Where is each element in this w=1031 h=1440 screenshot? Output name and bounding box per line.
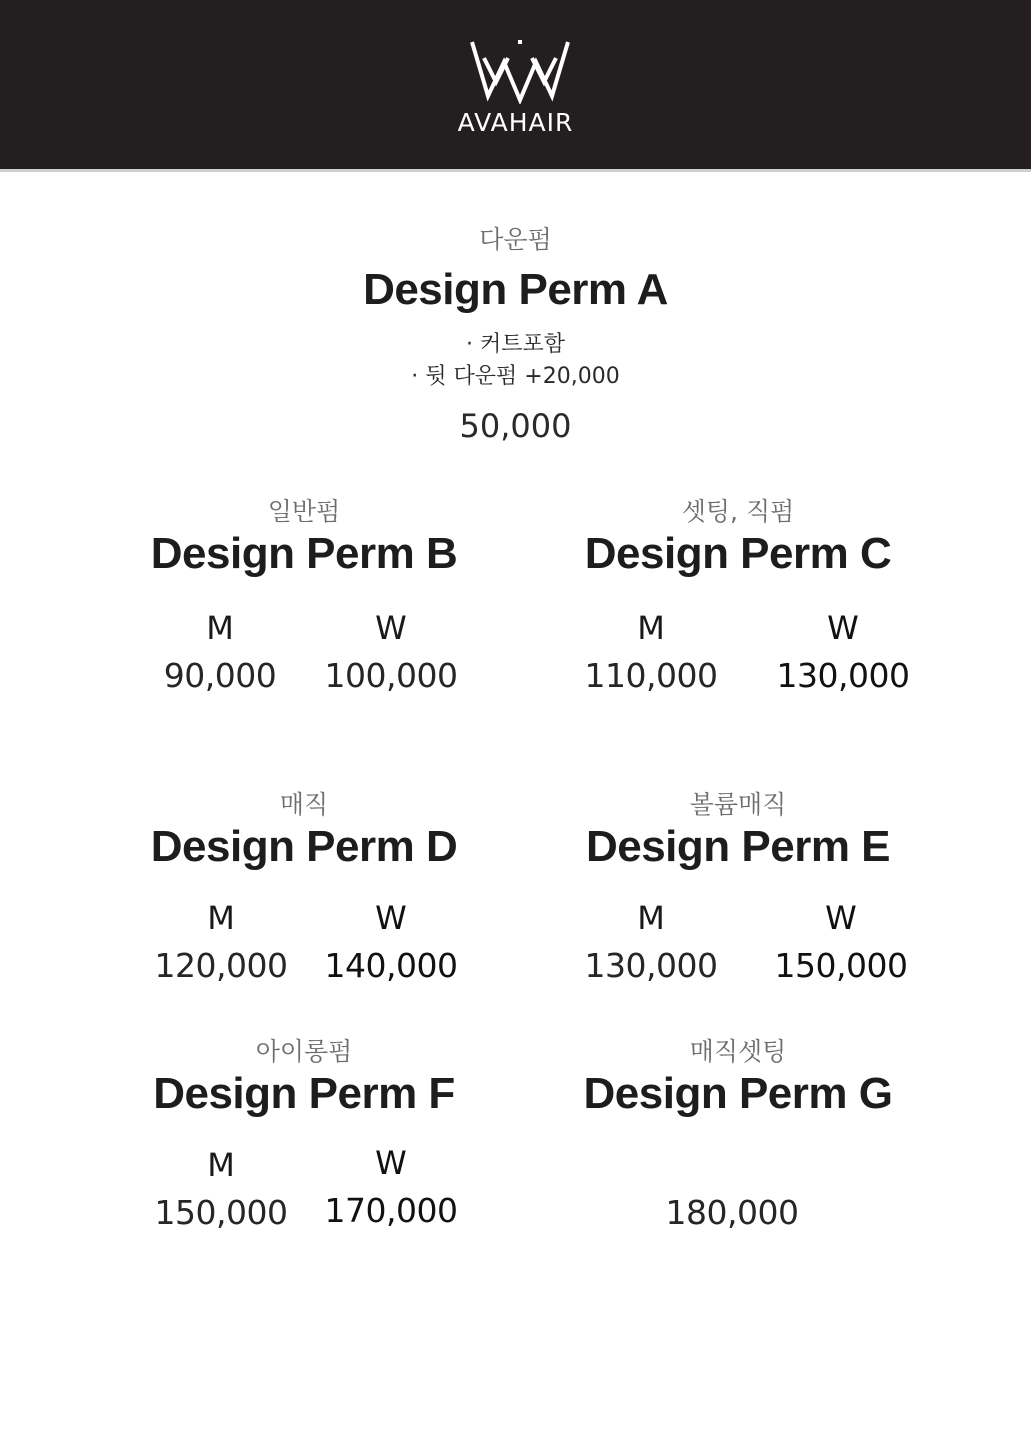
perm-f-section	[104, 1037, 504, 1119]
perm-a-note-2: · 뒷 다운펌 +20,000	[411, 364, 620, 389]
perm-b-women-price: 100,000	[324, 656, 458, 695]
perm-f-men-column	[136, 1147, 306, 1233]
perm-d-women-label: W	[375, 899, 407, 937]
perm-b-korean-name: 일반펌	[267, 497, 341, 526]
perm-g-price: 180,000	[665, 1193, 799, 1232]
perm-d-men-column	[136, 900, 306, 986]
avahair-logo-mark	[466, 38, 574, 104]
perm-g-title: Design Perm G	[583, 1069, 893, 1118]
perm-b-men-label: M	[206, 609, 234, 647]
perm-e-men-label: M	[637, 899, 665, 937]
perm-g-korean-name: 매직셋팅	[689, 1037, 787, 1066]
perm-e-title: Design Perm E	[585, 822, 891, 871]
perm-d-korean-name: 매직	[279, 790, 329, 819]
perm-f-women-label: W	[375, 1144, 407, 1182]
perm-d-men-label: M	[207, 899, 235, 937]
perm-c-women-price: 130,000	[776, 656, 910, 695]
perm-c-men-label: M	[637, 609, 665, 647]
perm-c-section	[538, 497, 938, 579]
perm-d-women-price: 140,000	[324, 946, 458, 985]
perm-d-title: Design Perm D	[150, 822, 458, 871]
perm-f-women-column	[306, 1145, 476, 1231]
perm-b-women-column	[306, 610, 476, 696]
perm-e-men-price: 130,000	[584, 946, 718, 985]
perm-e-section	[538, 790, 938, 872]
perm-c-men-price: 110,000	[584, 656, 718, 695]
perm-g-price-column	[632, 1193, 832, 1233]
brand-name: AVAHAIR	[457, 108, 574, 137]
perm-f-men-price: 150,000	[154, 1193, 288, 1232]
perm-a-title: Design Perm A	[363, 265, 668, 314]
header-bar	[0, 0, 1031, 172]
perm-a-price: 50,000	[459, 407, 572, 445]
perm-d-section	[104, 790, 504, 872]
perm-b-title: Design Perm B	[150, 529, 458, 578]
perm-a-note-1: · 커트포함	[466, 332, 565, 357]
perm-b-section	[104, 497, 504, 579]
perm-e-women-label: W	[825, 899, 857, 937]
perm-c-women-label: W	[827, 609, 859, 647]
perm-g-section	[538, 1037, 938, 1119]
perm-f-men-label: M	[207, 1146, 235, 1184]
perm-a-korean-name: 다운펌	[479, 225, 552, 254]
perm-e-korean-name: 볼륨매직	[689, 790, 787, 819]
perm-e-men-column	[566, 900, 736, 986]
perm-b-women-label: W	[375, 609, 407, 647]
perm-e-women-column	[756, 900, 926, 986]
perm-c-title: Design Perm C	[584, 529, 892, 578]
perm-a-section	[0, 225, 1031, 445]
perm-b-men-price: 90,000	[163, 656, 277, 695]
perm-f-women-price: 170,000	[324, 1191, 458, 1230]
perm-f-title: Design Perm F	[153, 1069, 455, 1118]
perm-f-korean-name: 아이롱펌	[255, 1037, 353, 1066]
perm-c-women-column	[758, 610, 928, 696]
perm-b-men-column	[140, 610, 300, 696]
perm-c-men-column	[566, 610, 736, 696]
perm-e-women-price: 150,000	[774, 946, 908, 985]
perm-c-korean-name: 셋팅, 직펌	[681, 497, 795, 526]
perm-d-women-column	[306, 900, 476, 986]
perm-d-men-price: 120,000	[154, 946, 288, 985]
